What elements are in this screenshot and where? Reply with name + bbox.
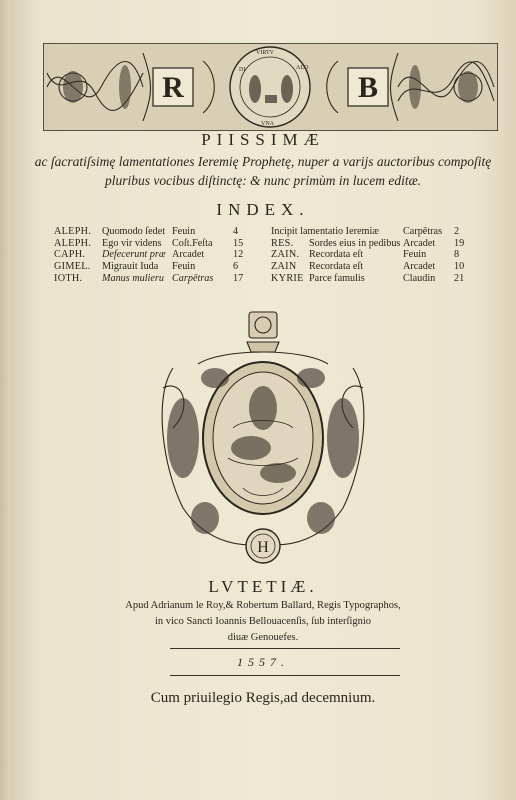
index-row bbox=[54, 238, 259, 250]
entry-composer: Feuin bbox=[172, 261, 196, 273]
rule-bottom bbox=[170, 675, 400, 676]
printers-device-woodcut bbox=[143, 308, 383, 570]
monogram-letter: H bbox=[257, 539, 269, 556]
entry-composer: Arcadet bbox=[403, 261, 436, 273]
entry-composer: Carpētras bbox=[172, 272, 214, 284]
index-left-column bbox=[54, 226, 259, 284]
title-line-2: ac ſacratiſsimę lamentationes Ieremię Prophetę, nuper a varijs auctoribus compoſitę bbox=[34, 154, 492, 169]
entry-label: ALEPH. bbox=[54, 237, 92, 249]
entry-composer: Feuin bbox=[403, 249, 427, 261]
privilege-line: Cum priuilegio Regis,ad decemnium. bbox=[150, 690, 376, 706]
entry-number: 21 bbox=[454, 272, 465, 284]
entry-composer: Claudin bbox=[403, 272, 436, 284]
imprint-line-1: Apud Adrianum le Roy,& Robertum Ballard, Regis Typographos, bbox=[125, 600, 401, 611]
entry-number: 2 bbox=[454, 226, 460, 237]
entry-label: KYRIE bbox=[271, 272, 304, 284]
entry-label: ALEPH. bbox=[54, 226, 92, 237]
medallion-text-2: VIRTV bbox=[256, 50, 274, 56]
index-row bbox=[271, 273, 481, 285]
entry-composer: Coſt.Feſta bbox=[172, 237, 213, 249]
entry-incipit: Defecerunt præ bbox=[102, 249, 166, 261]
index-row bbox=[54, 261, 259, 273]
entry-incipit: Sordes eius in pedibus bbox=[309, 237, 401, 249]
entry-number: 8 bbox=[454, 249, 460, 261]
entry-incipit: Migrauit Iuda bbox=[102, 261, 159, 273]
entry-incipit: Quomodo ſedet bbox=[102, 226, 166, 237]
entry-incipit: Parce famulis bbox=[309, 272, 365, 284]
medallion-text-1: DI bbox=[239, 67, 246, 73]
entry-label: IOTH. bbox=[54, 272, 83, 284]
index-heading: INDEX. bbox=[216, 200, 310, 219]
title-main: PIISSIMÆ bbox=[201, 130, 325, 149]
index-row bbox=[54, 273, 259, 285]
title-line-3: pluribus vocibus diſtinctę: & nunc primùm in lucem editæ. bbox=[104, 173, 422, 188]
title-page bbox=[10, 0, 516, 800]
index-row bbox=[271, 249, 481, 261]
imprint-line-3: diuæ Genouefes. bbox=[227, 632, 299, 643]
index-row bbox=[54, 226, 259, 238]
index-row bbox=[271, 226, 481, 238]
entry-incipit: Manus mulieru bbox=[102, 272, 164, 284]
medallion bbox=[230, 47, 310, 127]
initial-b: B bbox=[357, 71, 379, 104]
entry-label: CAPH. bbox=[54, 249, 86, 261]
imprint-city: LVTETIÆ. bbox=[208, 577, 318, 596]
entry-incipit: Recordata eſt bbox=[309, 249, 364, 261]
index-row bbox=[54, 249, 259, 261]
entry-composer: Arcadet bbox=[172, 249, 205, 261]
medallion-text-3: ALO bbox=[296, 65, 309, 71]
index-row bbox=[271, 261, 481, 273]
entry-composer: Feuin bbox=[172, 226, 196, 237]
imprint-line-2: in vico Sancti Ioannis Bellouacenſis, ſub interſignio bbox=[154, 616, 372, 627]
entry-incipit: Ego vir videns bbox=[102, 237, 162, 249]
entry-number: 15 bbox=[233, 237, 244, 249]
entry-incipit: Recordata eſt bbox=[309, 261, 364, 273]
page-edge bbox=[0, 0, 10, 800]
entry-number: 12 bbox=[233, 249, 244, 261]
rule-top bbox=[170, 648, 400, 649]
entry-composer: Carpētras bbox=[403, 226, 443, 237]
imprint-year: 1557. bbox=[237, 655, 289, 669]
woodcut-banner bbox=[43, 43, 498, 131]
entry-number: 10 bbox=[454, 261, 465, 273]
initial-r: R bbox=[162, 71, 184, 104]
royal-arms-shield bbox=[249, 312, 277, 338]
entry-label: ZAIN bbox=[271, 261, 297, 273]
medallion-text-4: VNA bbox=[261, 121, 274, 127]
entry-label: GIMEL. bbox=[54, 261, 91, 273]
entry-number: 17 bbox=[233, 272, 244, 284]
index-row bbox=[271, 238, 481, 250]
entry-label: RES. bbox=[271, 237, 294, 249]
entry-composer: Arcadet bbox=[403, 237, 436, 249]
entry-label: Incipit lamentatio Ieremiæ bbox=[271, 226, 380, 237]
entry-number: 19 bbox=[454, 237, 465, 249]
entry-number: 4 bbox=[233, 226, 239, 237]
entry-label: ZAIN. bbox=[271, 249, 300, 261]
index-right-column bbox=[271, 226, 481, 284]
entry-number: 6 bbox=[233, 261, 239, 273]
